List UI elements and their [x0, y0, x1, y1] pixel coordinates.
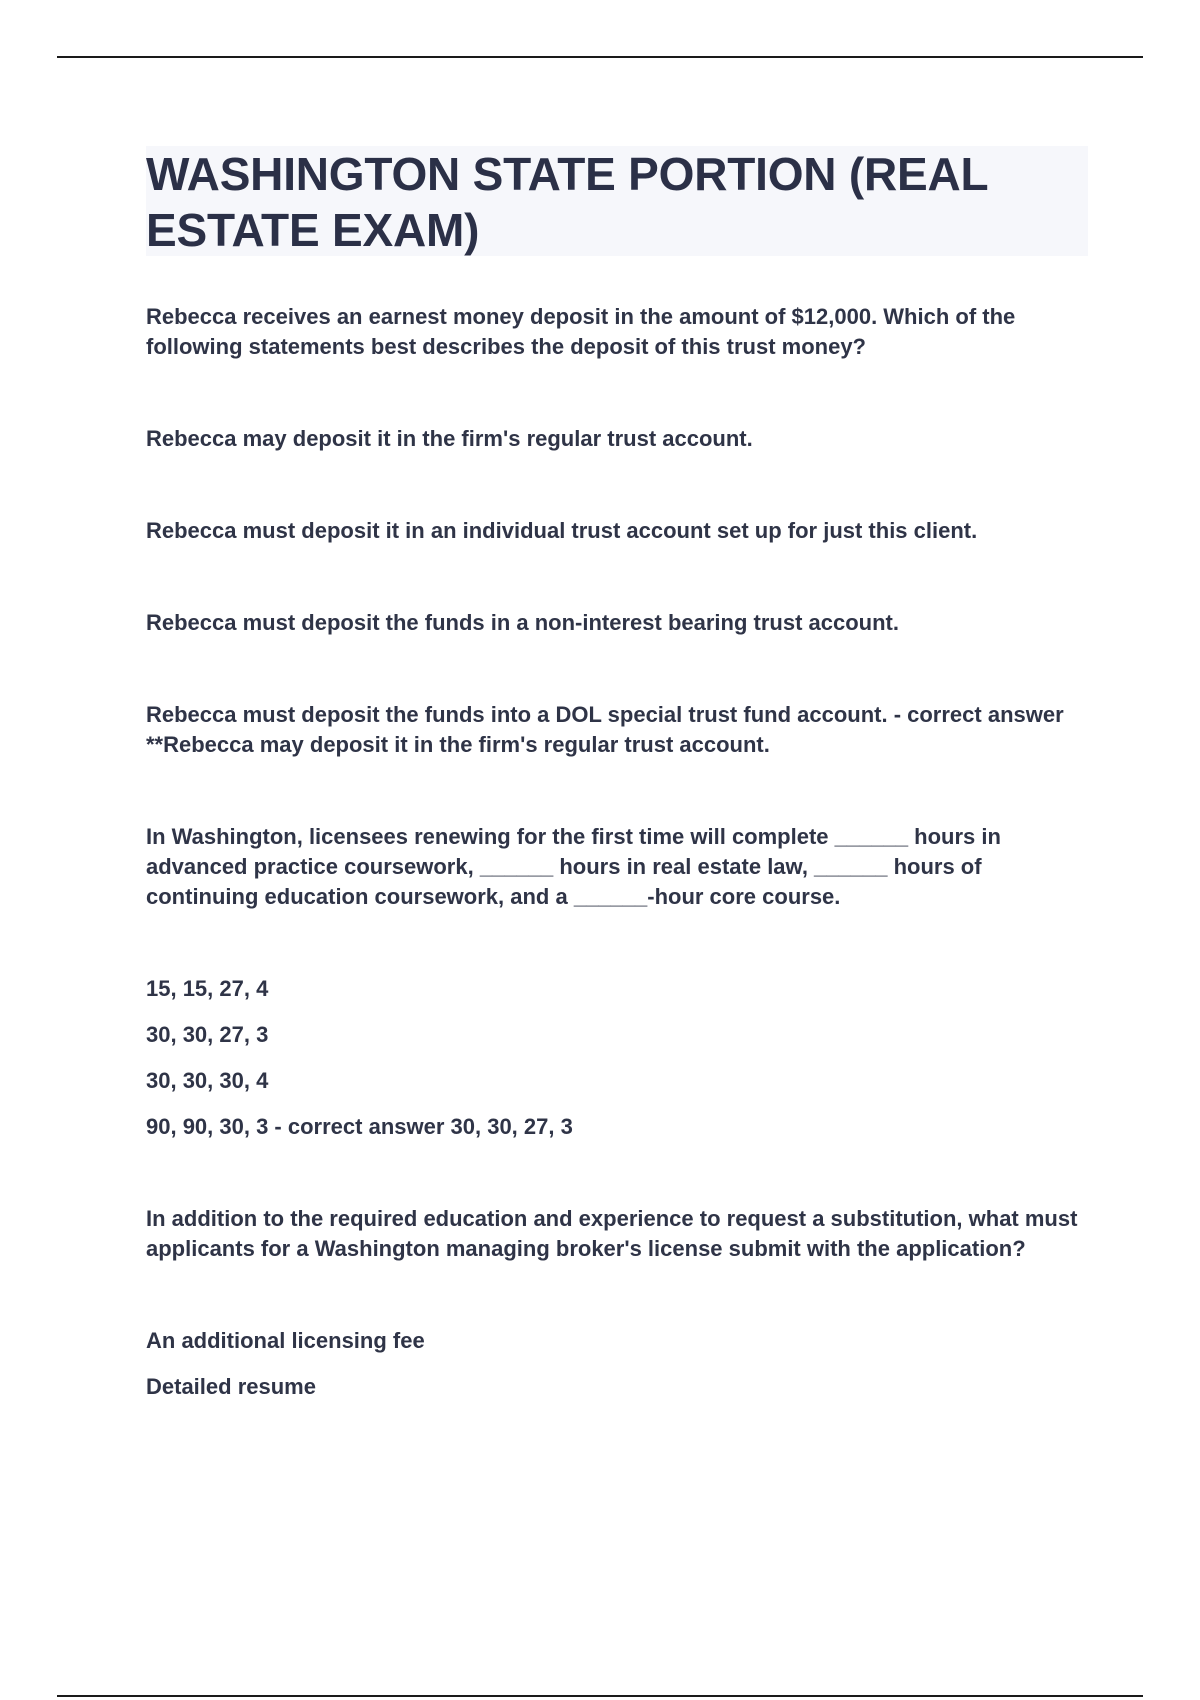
question-2-prompt: In Washington, licensees renewing for the first time will complete ______ hours in advanced practice coursework, ______ hours in real estate law, ______ hours of continuing education coursework, and a ______-hour core course. [146, 824, 1001, 909]
question-1-option-3: Rebecca must deposit the funds in a non-interest bearing trust account. [146, 610, 899, 635]
document-content [146, 146, 1092, 1402]
top-rule [57, 56, 1143, 58]
question-2-option-4: 90, 90, 30, 3 - correct answer 30, 30, 27, 3 [146, 1114, 573, 1139]
question-1-option-4: Rebecca must deposit the funds into a DOL special trust fund account. - correct answer **Rebecca may deposit it in the firm's regular trust account. [146, 702, 1064, 757]
question-2-option-3: 30, 30, 30, 4 [146, 1068, 269, 1093]
question-2-option-1: 15, 15, 27, 4 [146, 976, 269, 1001]
title-block [146, 146, 1088, 256]
page-title: WASHINGTON STATE PORTION (REAL ESTATE EXAM) [146, 148, 988, 256]
question-3-option-1: An additional licensing fee [146, 1328, 425, 1353]
question-3-prompt: In addition to the required education and experience to request a substitution, what must applicants for a Washington managing broker's license submit with the application? [146, 1206, 1078, 1261]
question-1-option-1: Rebecca may deposit it in the firm's regular trust account. [146, 426, 753, 451]
question-3-option-2: Detailed resume [146, 1374, 316, 1399]
question-1-option-2: Rebecca must deposit it in an individual trust account set up for just this client. [146, 518, 978, 543]
question-2-option-2: 30, 30, 27, 3 [146, 1022, 269, 1047]
bottom-rule [57, 1695, 1143, 1697]
question-1-prompt: Rebecca receives an earnest money deposit in the amount of $12,000. Which of the following statements best describes the deposit of this trust money? [146, 304, 1016, 359]
